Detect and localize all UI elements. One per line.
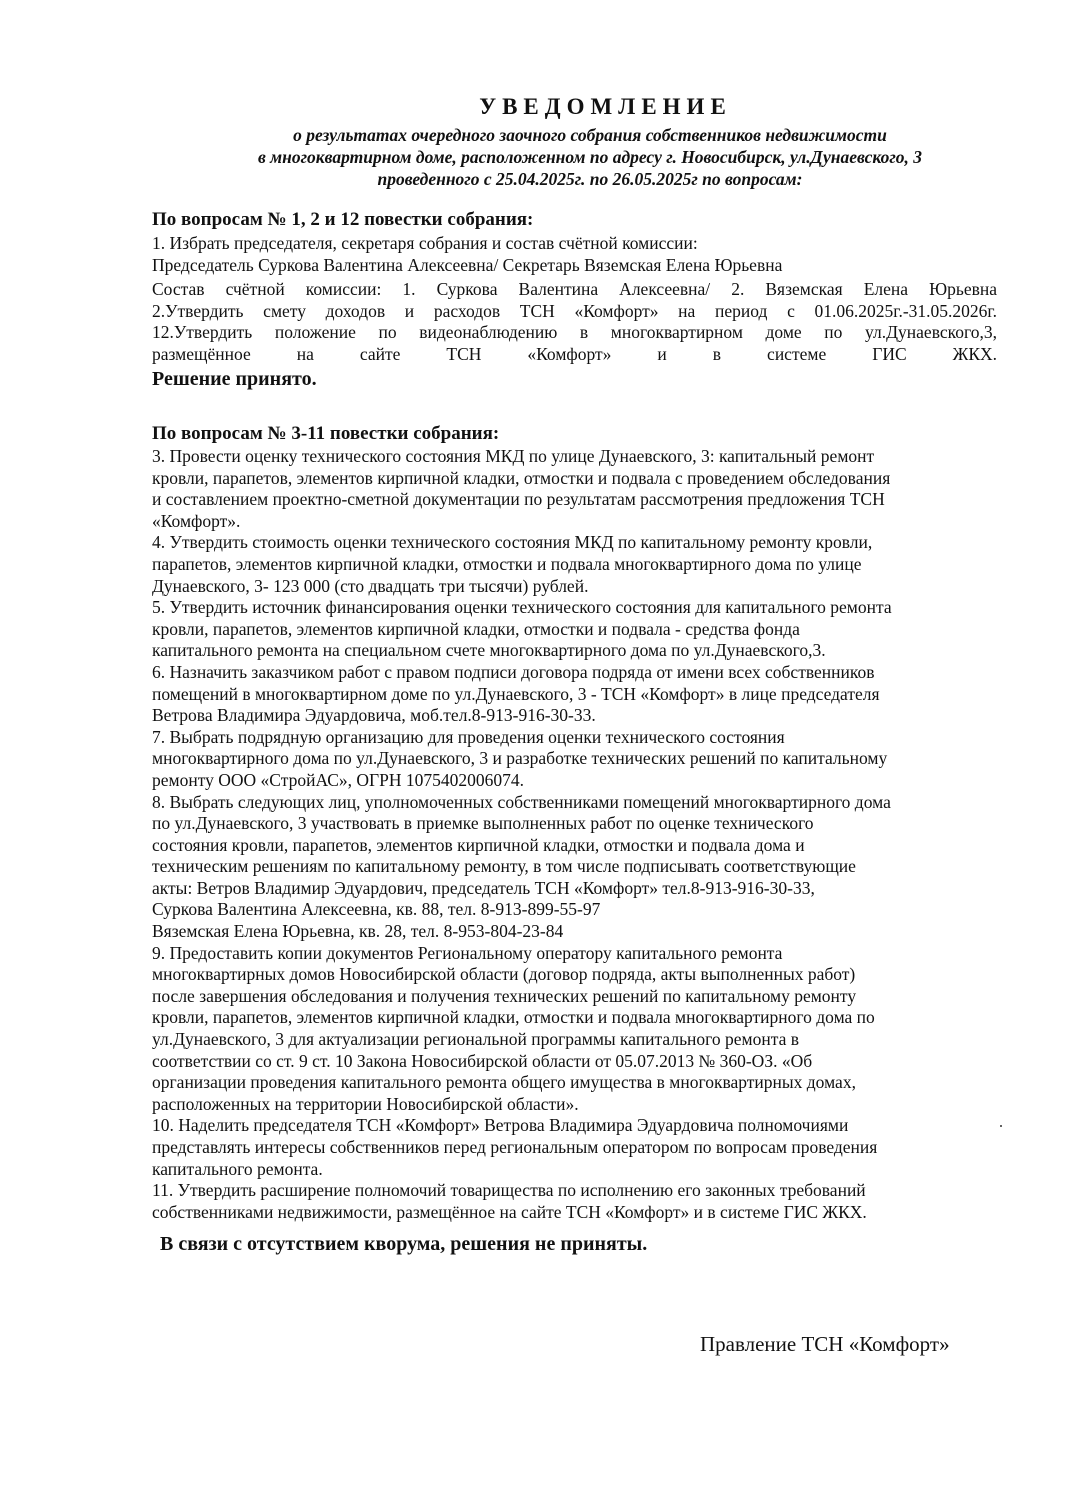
section-heading: По вопросам № 1, 2 и 12 повестки собрания: [152, 209, 534, 230]
section-line: 10. Наделить председателя ТСН «Комфорт» Ветрова Владимира Эдуардовича полномочиями [152, 1115, 849, 1136]
section-line: и составлением проектно-сметной документации по результатам рассмотрения предложения ТСН [152, 489, 885, 510]
section-line: 1. Избрать председателя, секретаря собрания и состав счётной комиссии: [152, 233, 698, 253]
section-line: 5. Утвердить источник финансирования оценки технического состояния для капитального ремонта [152, 597, 892, 618]
section-line: многоквартирного дома по ул.Дунаевского, 3 и разработке технических решений по капитальному [152, 748, 888, 769]
section-line: парапетов, элементов кирпичной кладки, отмостки и подвала многоквартирного дома по улице [152, 553, 862, 574]
section-line: 12.Утвердить положение по видеонаблюдению в многоквартирном доме по ул.Дунаевского,3, [152, 322, 997, 343]
section-line: многоквартирных домов Новосибирской области (договор подряда, акты выполненных работ) [152, 964, 856, 985]
section-line: капитального ремонта на специальном счете многоквартирного дома по ул.Дунаевского,3. [152, 640, 826, 661]
section-line: Состав счётной комиссии: 1. Суркова Валентина Алексеевна/ 2. Вяземская Елена Юрьевна [152, 279, 997, 300]
subtitle-line-3: проведенного с 25.04.2025г. по 26.05.2025г по вопросам: [377, 169, 803, 189]
section-line: ул.Дунаевского, 3 для актуализации региональной программы капитального ремонта в [152, 1029, 800, 1050]
section-lines [152, 446, 997, 1223]
section-line: 2.Утвердить смету доходов и расходов ТСН «Комфорт» на период с 01.06.2025г.-31.05.2026г. [152, 300, 997, 321]
section-line: представлять интересы собственников перед региональным оператором по вопросам проведения [152, 1137, 878, 1157]
signature: Правление ТСН «Комфорт» [700, 1332, 950, 1356]
section-line: 9. Предоставить копии документов Региональному оператору капитального ремонта [152, 942, 783, 963]
section-line: организации проведения капитального ремонта общего имущества в многоквартирных домах, [152, 1072, 856, 1093]
section-line: собственниками недвижимости, размещённое на сайте ТСН «Комфорт» и в системе ГИС ЖКХ. [152, 1201, 867, 1222]
section-line: расположенных на территории Новосибирской области». [152, 1093, 579, 1114]
section-line: «Комфорт». [152, 510, 241, 531]
section-line: Суркова Валентина Алексеевна, кв. 88, тел. 8-913-899-55-97 [152, 899, 601, 920]
subtitle-line-2: в многоквартирном доме, расположенном по адресу г. Новосибирск, ул.Дунаевского, 3 [257, 147, 923, 167]
section-line: Ветрова Владимира Эдуардовича, моб.тел.8-913-916-30-33. [152, 705, 596, 726]
section-line: капитального ремонта. [152, 1158, 323, 1179]
section-line: Вяземская Елена Юрьевна, кв. 28, тел. 8-953-804-23-84 [152, 921, 564, 942]
section-line: кровли, парапетов, элементов кирпичной кладки, отмостки и подвала - средства фонда [152, 618, 800, 639]
decision-not-accepted: В связи с отсутствием кворума, решения не приняты. [160, 1233, 648, 1256]
section-line: помещений в многоквартирном доме по ул.Дунаевского, 3 - ТСН «Комфорт» в лице председателя [152, 683, 880, 704]
section-line: 3. Провести оценку технического состояния МКД по улице Дунаевского, 3: капитальный ремонт [152, 446, 875, 466]
section-questions-1-2-12 [152, 208, 997, 392]
section-line: кровли, парапетов, элементов кирпичной кладки, отмостки и подвала с проведением обследования [152, 467, 891, 488]
section-line: размещённое на сайте ТСН «Комфорт» и в системе ГИС ЖКХ. [152, 343, 997, 364]
section-heading: По вопросам № 3-11 повестки собрания: [152, 423, 500, 444]
section-line: Дунаевского, 3- 123 000 (сто двадцать три тысячи) рублей. [152, 575, 589, 596]
decision-accepted: Решение принято. [152, 367, 317, 390]
scan-speck [1000, 1125, 1002, 1127]
subtitle-line-1: о результатах очередного заочного собрания собственников недвижимости [293, 125, 887, 145]
section-line: 4. Утвердить стоимость оценки технического состояния МКД по капитальному ремонту кровли, [152, 532, 873, 553]
section-line: 11. Утвердить расширение полномочий товарищества по исполнению его законных требований [152, 1180, 866, 1201]
section-line: 8. Выбрать следующих лиц, уполномоченных собственниками помещений многоквартирного дома [152, 791, 891, 812]
section-line: акты: Ветров Владимир Эдуардович, председатель ТСН «Комфорт» тел.8-913-916-30-33, [152, 877, 815, 898]
section-line: состояния кровли, парапетов, элементов кирпичной кладки, отмостки и подвала дома и [152, 834, 805, 855]
section-line: после завершения обследования и получения технических решений по капитальному ремонту [152, 985, 857, 1006]
section-line: кровли, парапетов, элементов кирпичной кладки, отмостки и подвала многоквартирного дома по [152, 1007, 875, 1028]
section-line: соответствии со ст. 9 ст. 10 Закона Новосибирской области от 05.07.2013 № 360-ОЗ. «Об [152, 1050, 813, 1071]
section-line: 6. Назначить заказчиком работ с правом подписи договора подряда от имени всех собственников [152, 661, 875, 682]
section-line: по ул.Дунаевского, 3 участвовать в приемке выполненных работ по оценке технического [152, 813, 814, 834]
section-line: ремонту ООО «СтройАС», ОГРН 1075402006074. [152, 769, 525, 790]
section-questions-3-11 [152, 422, 997, 1257]
document-title: УВЕДОМЛЕНИЕ [479, 94, 732, 119]
section-line: 7. Выбрать подрядную организацию для проведения оценки технического состояния [152, 726, 785, 747]
section-line: техническим решениям по капитальному ремонту, в том числе подписывать соответствующие [152, 856, 856, 877]
section-line: Председатель Суркова Валентина Алексеевна/ Секретарь Вяземская Елена Юрьевна [152, 254, 783, 275]
